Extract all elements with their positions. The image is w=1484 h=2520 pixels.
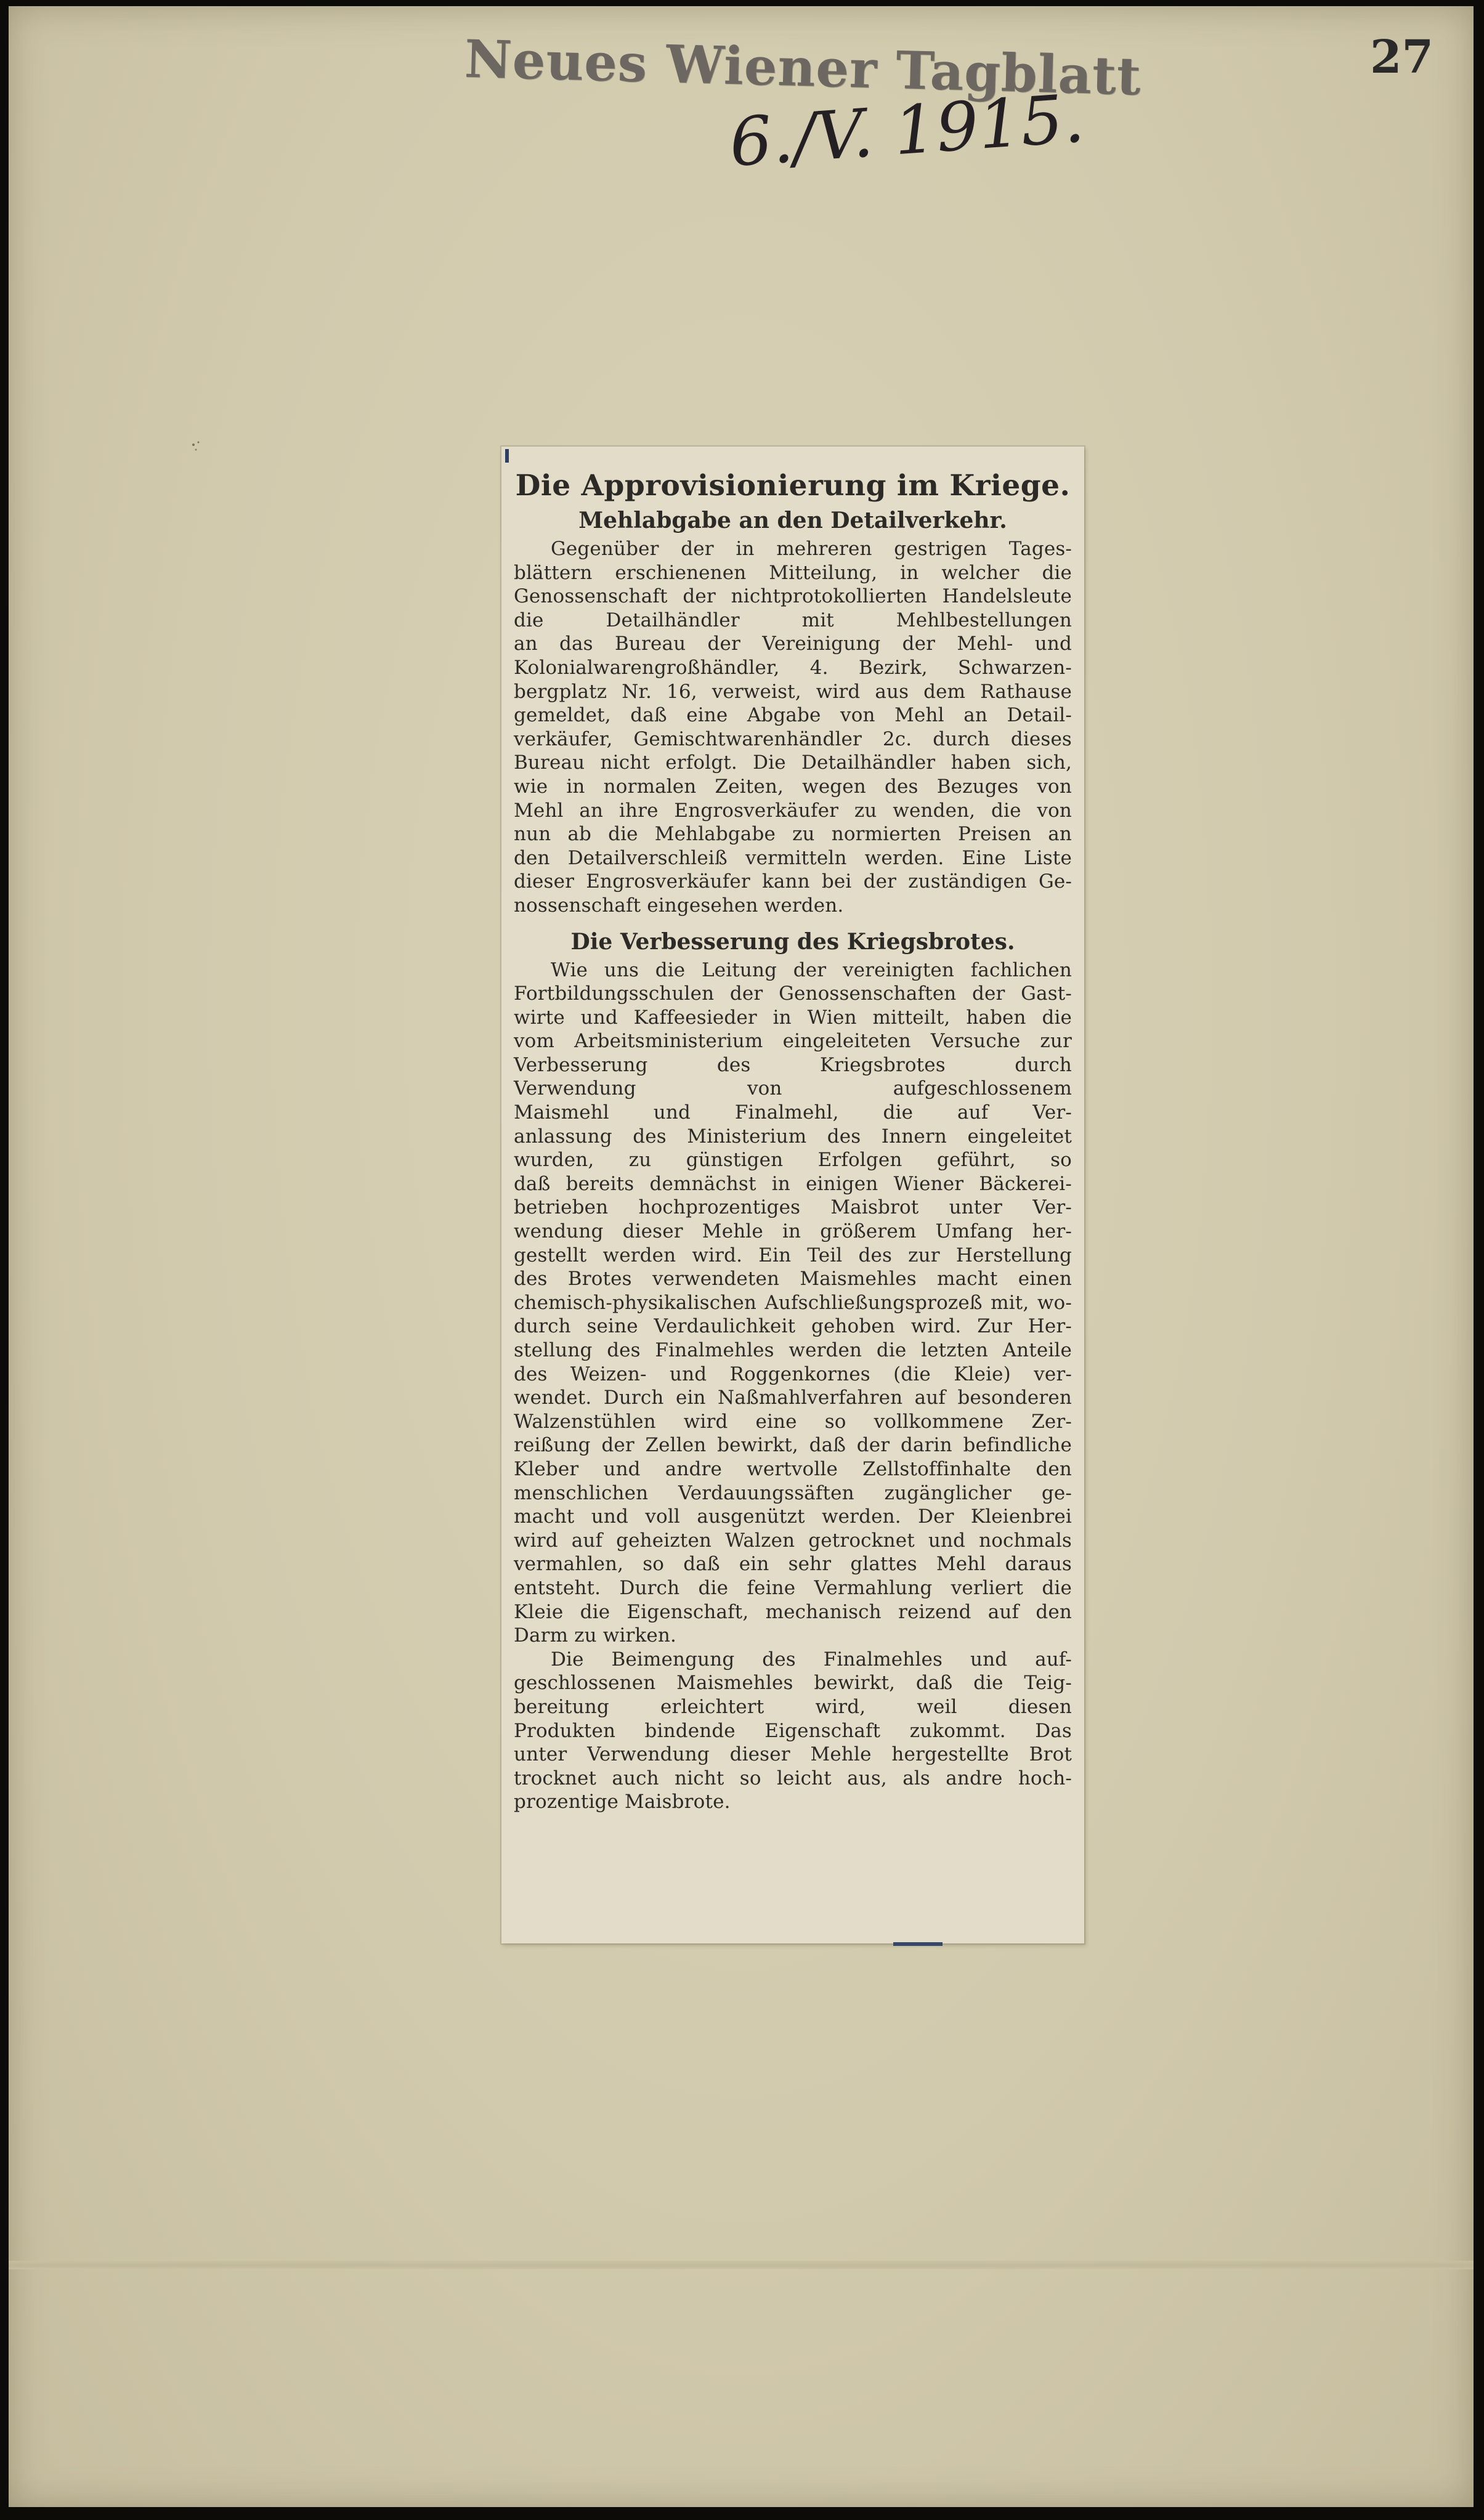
text-line: chemisch-physikalischen Aufschließungsprozeß mit, wo- [514,1291,1072,1314]
text-line: Fortbildungsschulen der Genossenschaften der Gast- [514,982,1072,1005]
text-line: entsteht. Durch die feine Vermahlung verliert die [514,1576,1072,1599]
text-line: den Detailverschleiß vermitteln werden. Eine Liste [514,846,1072,869]
text-line: Darm zu wirken. [514,1624,677,1647]
newspaper-stamp: Neues Wiener Tagblatt [463,28,1142,107]
text-line: wird auf geheizten Walzen getrocknet und nochmals [514,1529,1072,1552]
article-headline: Die Approvisionierung im Kriege. [515,469,1071,503]
text-line: gestellt werden wird. Ein Teil des zur Herstellung [514,1244,1072,1266]
text-line: wendung dieser Mehle in größerem Umfang her- [514,1220,1072,1243]
paper-speck-icon [187,437,212,462]
text-line: des Brotes verwendeten Maismehles macht einen [514,1268,1072,1290]
ink-mark [505,449,509,463]
archive-sheet [9,6,1474,2507]
text-line: bereitung erleichtert wird, weil diesen [514,1695,1072,1718]
ink-mark [893,1942,943,1946]
text-line: Kleber und andre wertvolle Zellstoffinhalte den [514,1457,1072,1480]
text-line: macht und voll ausgenützt werden. Der Kleienbrei [514,1505,1072,1528]
text-line: Bureau nicht erfolgt. Die Detailhändler haben sich, [514,752,1072,774]
text-line: reißung der Zellen bewirkt, daß der darin befindliche [514,1434,1072,1457]
text-line: dieser Engrosverkäufer kann bei der zuständigen Ge- [514,870,1072,893]
newspaper-clipping [501,447,1084,1943]
text-line: Walzenstühlen wird eine so vollkommene Zer- [514,1410,1072,1433]
text-line: anlassung des Ministerium des Innern eingeleitet [514,1125,1072,1148]
text-line: wirte und Kaffeesieder in Wien mitteilt, haben die [514,1006,1072,1029]
text-line: geschlossenen Maismehles bewirkt, daß die Teig- [514,1672,1072,1695]
text-line: Genossenschaft der nichtprotokollierten Handelsleute [514,585,1072,608]
section-subhead-1: Mehlabgabe an den Detailverkehr. [578,508,1007,533]
text-line: bergplatz Nr. 16, verweist, wird aus dem Rathause [514,680,1072,703]
section-2-body [514,958,1072,1648]
text-line: wie in normalen Zeiten, wegen des Bezuges von [514,775,1072,798]
text-line: stellung des Finalmehles werden die letzten Anteile [514,1339,1072,1361]
text-line: daß bereits demnächst in einigen Wiener Bäckerei- [514,1172,1072,1195]
text-line: prozentige Maisbrote. [514,1791,731,1813]
section-2-body-continued [514,1648,1072,1814]
text-line: Kleie die Eigenschaft, mechanisch reizend auf den [514,1600,1072,1623]
section-1-body [514,537,1072,918]
text-line: unter Verwendung dieser Mehle hergestellte Brot [514,1743,1072,1766]
text-line: vom Arbeitsministerium eingeleiteten Versuche zur [514,1030,1072,1053]
text-line: durch seine Verdaulichkeit gehoben wird. Zur Her- [514,1315,1072,1338]
text-line: verkäufer, Gemischtwarenhändler 2c. durch dieses [514,727,1072,750]
text-line: an das Bureau der Vereinigung der Mehl- und [514,633,1072,655]
text-line: Die Beimengung des Finalmehles und auf- [551,1648,1072,1671]
text-line: des Weizen- und Roggenkornes (die Kleie) ver- [514,1363,1072,1385]
text-line: Mehl an ihre Engrosverkäufer zu wenden, die von [514,799,1072,822]
text-line: Kolonialwarengroßhändler, 4. Bezirk, Schwarzen- [514,656,1072,679]
text-line: vermahlen, so daß ein sehr glattes Mehl daraus [514,1553,1072,1576]
text-line: trocknet auch nicht so leicht aus, als andre hoch- [514,1767,1072,1789]
text-line: wendet. Durch ein Naßmahlverfahren auf besonderen [514,1387,1072,1409]
text-line: Verwendung von aufgeschlossenem [514,1077,1072,1100]
text-line: die Detailhändler mit Mehlbestellungen [514,609,1072,631]
text-line: nun ab die Mehlabgabe zu normierten Preisen an [514,823,1072,846]
text-line: nossenschaft eingesehen werden. [514,894,844,917]
text-line: wurden, zu günstigen Erfolgen geführt, so [514,1149,1072,1172]
text-line: Produkten bindende Eigenschaft zukommt. Das [514,1719,1072,1742]
text-line: Gegenüber der in mehreren gestrigen Tages- [551,538,1072,560]
page-number: 27 [1370,31,1433,84]
text-line: blättern erschienenen Mitteilung, in welcher die [514,561,1072,584]
handwritten-date: 6./V. 1915. [727,80,1087,182]
text-line: Verbesserung des Kriegsbrotes durch [514,1053,1072,1076]
text-line: Maismehl und Finalmehl, die auf Ver- [514,1101,1072,1124]
text-line: gemeldet, daß eine Abgabe von Mehl an Detail- [514,704,1072,727]
text-line: menschlichen Verdauungssäften zugänglicher ge- [514,1481,1072,1504]
section-subhead-2: Die Verbesserung des Kriegsbrotes. [570,928,1015,955]
text-line: Wie uns die Leitung der vereinigten fachlichen [551,958,1072,981]
text-line: betrieben hochprozentiges Maisbrot unter Ver- [514,1196,1072,1219]
